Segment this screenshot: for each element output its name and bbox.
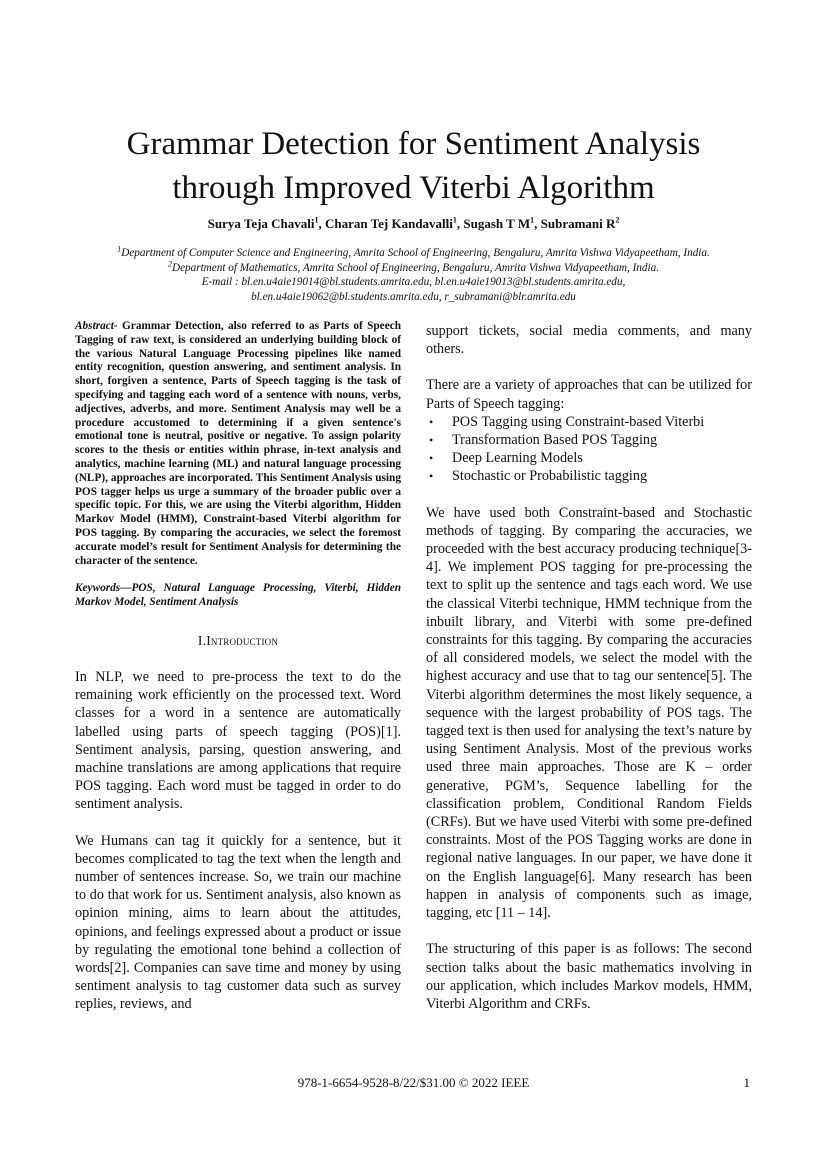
author-name: Subramani R — [540, 216, 616, 231]
abstract-text: Grammar Detection, also referred to as Parts of Speech Tagging of raw text, is considered an underlying building block of the various Natural Language Processing pipelines like named entity recognition, question answering, and sentiment analysis. In short, forgiven a sentence, Parts of Speech tagging is the task of specifying and tagging each word of a sentence with nouns, verbs, adjectives, adverbs, and more. Sentiment Analysis may well be a procedure accustomed to determining if a given sentence's emotional tone is neutral, positive or negative. To assign polarity scores to the thesis or entities within phrase, in-text analysis and analytics, machine learning (ML) and natural language processing (NLP), approaches are incorporated. This Sentiment Analysis using POS tagger helps us urge a summary of the broader public over a specific topic. For this, we are using the Viterbi algorithm, Hidden Markov Model (HMM), Constraint-based Viterbi algorithm for POS tagging. By comparing the accuracies, we select the foremost accurate model’s result for Sentiment Analysis for determining the character of the sentence. — [75, 320, 401, 567]
author-affiliation-mark: 1 — [452, 215, 457, 225]
bullet-icon: • — [429, 433, 434, 448]
page-number: 1 — [743, 1075, 750, 1090]
body-paragraph: support tickets, social media comments, and many others. — [426, 323, 752, 358]
list-item — [426, 431, 752, 449]
abstract — [75, 320, 401, 568]
bullet-icon: • — [429, 451, 434, 466]
bullet-icon: • — [429, 414, 434, 429]
body-paragraph: There are a variety of approaches that can be utilized for Parts of Speech tagging: — [426, 377, 752, 412]
body-paragraph: We Humans can tag it quickly for a sentence, but it becomes complicated to tag the text when the length and number of sentences increase. So, we train our machine to do that work for us. Sentiment analysis, also known as opinion mining, aims to learn about the attitudes, opinions, and feelings expressed about a product or issue by regulating the emotional tone behind a collection of words[2]. Companies can save time and money by using sentiment analysis to tag customer data such as survey replies, reviews, and — [75, 832, 401, 1013]
section-number: I. — [197, 632, 207, 648]
email-line-2: bl.en.u4aie19062@bl.students.amrita.edu, r_subramani@blr.amrita.edu — [251, 290, 576, 303]
list-item — [426, 413, 752, 431]
affiliation-2 — [40, 258, 787, 276]
paper-title — [60, 122, 767, 210]
affiliation-mark: 1 — [117, 244, 122, 254]
copyright-footer: 978-1-6654-9528-8/22/$31.00 © 2022 IEEE — [297, 1075, 530, 1090]
author-name: Charan Tej Kandavalli — [325, 216, 453, 231]
affiliation-mark: 2 — [167, 258, 172, 268]
list-item — [426, 467, 752, 485]
author-affiliation-mark: 1 — [530, 215, 535, 225]
affiliations — [40, 246, 787, 304]
affiliation-text: Department of Mathematics, Amrita School of Engineering, Bengaluru, Amrita Vishwa Vidyapeetham, India. — [171, 261, 659, 274]
list-item-text: POS Tagging using Constraint-based Viterbi — [452, 413, 705, 430]
title-line-2: through Improved Viterbi Algorithm — [172, 170, 655, 206]
author-name: Sugash T M — [463, 216, 531, 231]
list-item-text: Transformation Based POS Tagging — [452, 432, 658, 449]
body-paragraph: In NLP, we need to pre-process the text to do the remaining work efficiently on the processed text. Word classes for a word in a sentence are automatically labelled using parts of speech tagging (POS)[1]. Sentiment analysis, parsing, question answering, and machine translations are among applications that require POS tagging. Each word must be tagged in order to do sentiment analysis. — [75, 668, 401, 813]
author-affiliation-mark: 1 — [314, 215, 319, 225]
author-list: Surya Teja Chavali$^1$, Charan Tej Kandavalli$^1$, Sugash T $M^1$, Subramani $R^2$ — [207, 215, 620, 231]
bullet-icon: • — [429, 469, 434, 484]
affiliation-1 — [40, 246, 787, 261]
approach-list — [426, 413, 752, 486]
author-name: Surya Teja Chavali — [207, 216, 315, 231]
section-heading-introduction — [75, 633, 401, 649]
email-line-1: E-mail : bl.en.u4aie19014@bl.students.amrita.edu, bl.en.u4aie19013@bl.students.amrita.edu, — [201, 276, 626, 289]
list-item — [426, 449, 752, 467]
author-affiliation-mark: 2 — [615, 215, 620, 225]
right-column — [426, 322, 752, 1031]
title-line-1: Grammar Detection for Sentiment Analysis — [126, 126, 701, 162]
affiliation-text: Department of Computer Science and Engineering, Amrita School of Engineering, Bengaluru, Amrita Vishwa Vidyapeetham, India. — [121, 247, 710, 259]
left-column — [75, 320, 401, 1032]
abstract-label: Abstract- — [75, 320, 118, 332]
body-paragraph: The structuring of this paper is as follows: The second section talks about the basic mathematics involving in our application, which includes Markov models, HMM, Viterbi Algorithm and CRFs. — [426, 941, 752, 1012]
list-item-text: Deep Learning Models — [452, 450, 583, 467]
list-item-text: Stochastic or Probabilistic tagging — [452, 468, 648, 485]
keywords: Keywords—POS, Natural Language Processing, Viterbi, Hidden Markov Model, Sentiment Analysis — [75, 582, 401, 609]
section-title: Introduction — [206, 632, 279, 648]
body-paragraph: We have used both Constraint-based and Stochastic methods of tagging. By comparing the accuracies, we proceeded with the best accuracy producing technique[3-4]. We implement POS tagging for pre-processing the text to split up the sentence and tags each word. We use the classical Viterbi technique, HMM technique from the inbuilt library, and Viterbi with some pre-defined constraints for this tagging. By comparing the accuracies of all considered models, we select the model with the highest accuracy and use that to tag our sentence[5]. The Viterbi algorithm determines the most likely sequence, a sequence with the largest probability of POS tags. The tagged text is then used for analysing the text’s nature by using Sentiment Analysis. Most of the previous works used three main approaches. Those are K – order generative, PGM’s, Sequence labelling for the classification problem, Conditional Random Fields (CRFs). But we have used Viterbi with some pre-defined constraints. Most of the POS Tagging works are done in regional native languages. In our paper, we have done it on the English language[6]. Many research has been happen in analysis of components such as image, tagging, etc [11 – 14]. — [426, 504, 752, 922]
